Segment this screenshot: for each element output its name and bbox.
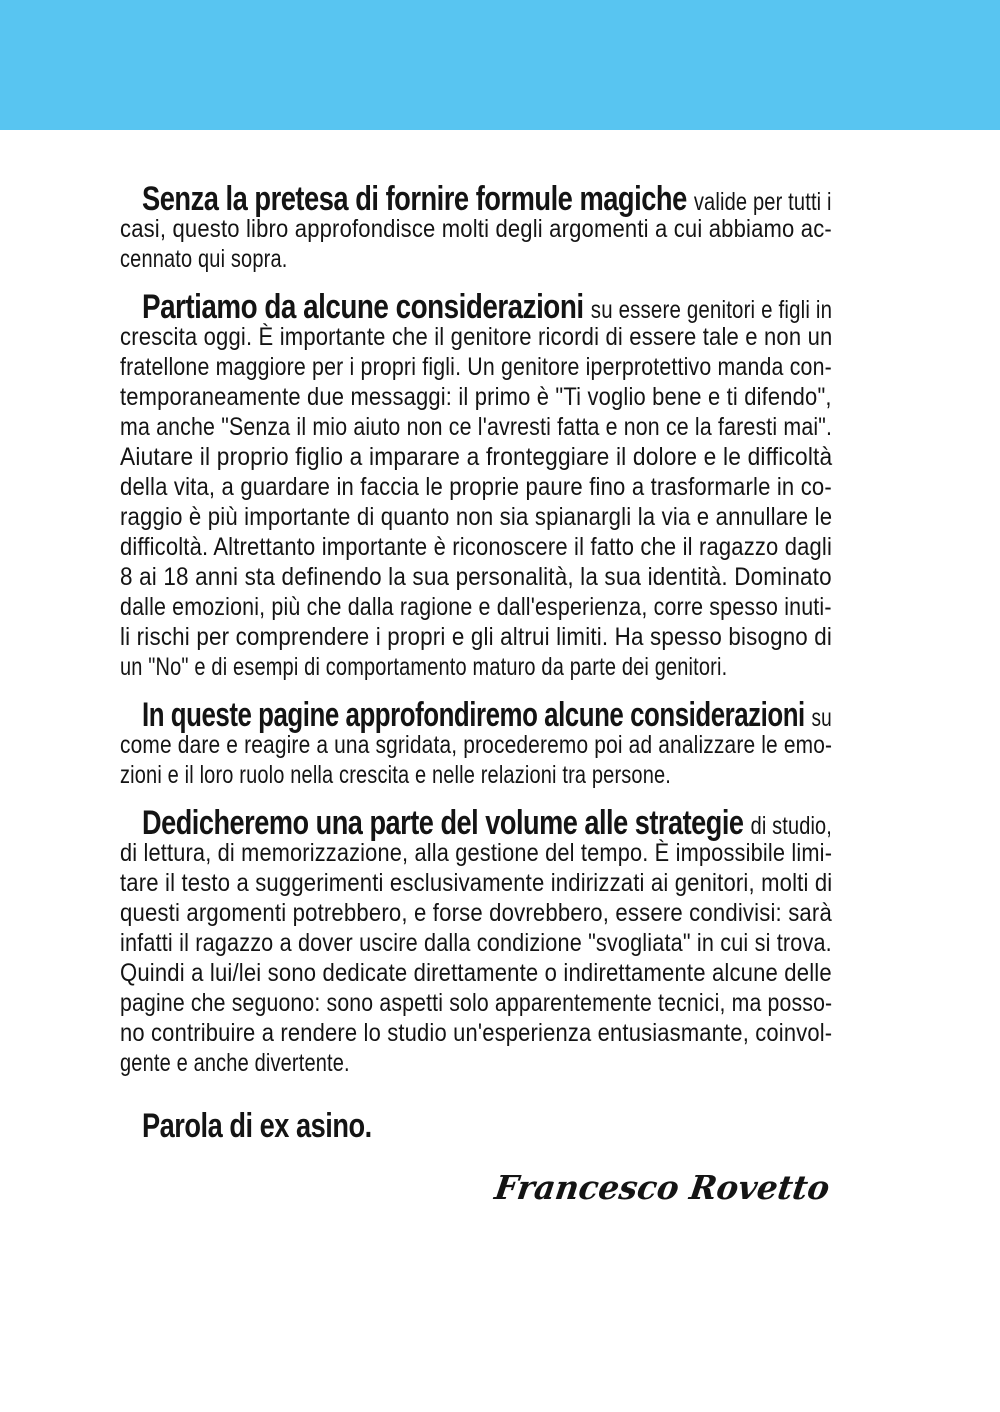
text-line <box>120 730 832 760</box>
text-line <box>120 502 832 532</box>
text-line <box>120 532 832 562</box>
text-line <box>120 838 832 868</box>
paragraph-body-text: tare il testo a suggerimenti esclusivamente indirizzati ai genitori, molti di <box>120 869 833 897</box>
paragraph-body-text: su <box>811 704 832 732</box>
paragraph <box>120 180 832 274</box>
text-line <box>120 696 832 734</box>
paragraph-body-text: cennato qui sopra. <box>120 245 288 273</box>
text-line <box>120 352 832 382</box>
paragraph-lead-text: In queste pagine approfondiremo alcune considerazioni <box>142 696 812 734</box>
paragraph-body-text: no contribuire a rendere lo studio un'esperienza entusiasmante, coinvol- <box>120 1019 833 1047</box>
text-line <box>120 180 832 218</box>
paragraph <box>120 696 833 790</box>
paragraph-body-text: gente e anche divertente. <box>120 1049 350 1077</box>
paragraph <box>120 288 833 682</box>
paragraph-lead-text: Senza la pretesa di fornire formule magiche <box>142 180 694 218</box>
text-line <box>120 322 832 352</box>
text-line <box>120 472 832 502</box>
top-color-band <box>0 0 1000 130</box>
paragraph-body-text: fratellone maggiore per i propri figli. Un genitore iperprotettivo manda con- <box>120 353 832 381</box>
text-line <box>120 244 832 274</box>
text-line <box>120 592 832 622</box>
paragraph-body-text: raggio è più importante di quanto non sia spianargli la via e annullare le <box>120 503 833 531</box>
paragraph-body-text: di lettura, di memorizzazione, alla gestione del tempo. È impossibile limi- <box>120 839 833 867</box>
paragraph-lead-text: Dedicheremo una parte del volume alle strategie <box>142 804 751 842</box>
text-line <box>120 988 832 1018</box>
closing-line <box>120 1108 832 1144</box>
text-line <box>120 804 832 842</box>
text-line <box>120 412 832 442</box>
paragraph-body-text: 8 ai 18 anni sta definendo la sua personalità, la sua identità. Dominato <box>120 563 832 591</box>
paragraph-body-text: pagine che seguono: sono aspetti solo apparentemente tecnici, ma posso- <box>120 989 833 1017</box>
text-line <box>120 622 832 652</box>
paragraph-body-text: li rischi per comprendere i propri e gli altrui limiti. Ha spesso bisogno di <box>120 623 833 651</box>
text-line <box>120 868 832 898</box>
text-line <box>120 760 832 790</box>
paragraph-body-text: difficoltà. Altrettanto importante è riconoscere il fatto che il ragazzo dagli <box>120 533 833 561</box>
paragraph-body-text: casi, questo libro approfondisce molti degli argomenti a cui abbiamo ac- <box>120 215 832 243</box>
signature-text: Francesco Rovetto <box>492 1168 833 1207</box>
paragraph-body-text: zioni e il loro ruolo nella crescita e nelle relazioni tra persone. <box>120 761 672 789</box>
text-line <box>120 1048 832 1078</box>
text-line <box>120 928 832 958</box>
paragraph-body-text: su essere genitori e figli in <box>590 296 833 324</box>
text-line <box>120 562 832 592</box>
closing-text: Parola di ex asino. <box>142 1107 372 1145</box>
paragraph-body-text: valide per tutti i <box>693 188 832 216</box>
author-signature <box>120 1168 832 1207</box>
paragraph-body-text: dalle emozioni, più che dalla ragione e dall'esperienza, corre spesso inuti- <box>120 593 832 621</box>
text-line <box>120 898 832 928</box>
text-line <box>120 958 832 988</box>
paragraph-lead-text: Partiamo da alcune considerazioni <box>142 288 591 326</box>
paragraph-body-text: temporaneamente due messaggi: il primo è "Ti voglio bene e ti difendo", <box>120 383 832 411</box>
text-line <box>120 214 832 244</box>
paragraph-body-text: Aiutare il proprio figlio a imparare a fronteggiare il dolore e le difficoltà <box>120 443 833 471</box>
text-line <box>120 382 832 412</box>
paragraph-body-text: questi argomenti potrebbero, e forse dovrebbero, essere condivisi: sarà <box>120 899 832 927</box>
page-content <box>120 180 833 1207</box>
paragraph-body-text: come dare e reagire a una sgridata, procederemo poi ad analizzare le emo- <box>120 731 833 759</box>
text-line <box>120 442 832 472</box>
text-line <box>120 652 832 682</box>
paragraph-body-text: di studio, <box>750 812 832 840</box>
text-line <box>120 1018 832 1048</box>
paragraph <box>120 804 833 1078</box>
paragraph-body-text: un "No" e di esempi di comportamento maturo da parte dei genitori. <box>120 653 728 681</box>
paragraph-body-text: della vita, a guardare in faccia le proprie paure fino a trasformarle in co- <box>120 473 832 501</box>
body-paragraphs <box>120 180 833 1078</box>
paragraph-body-text: infatti il ragazzo a dover uscire dalla condizione "svogliata" in cui si trova. <box>120 929 832 957</box>
text-line <box>120 288 833 326</box>
paragraph-body-text: ma anche "Senza il mio aiuto non ce l'avresti fatta e non ce la faresti mai". <box>120 413 833 441</box>
paragraph-body-text: Quindi a lui/lei sono dedicate direttamente o indirettamente alcune delle <box>120 959 832 987</box>
paragraph-body-text: crescita oggi. È importante che il genitore ricordi di essere tale e non un <box>120 323 833 351</box>
